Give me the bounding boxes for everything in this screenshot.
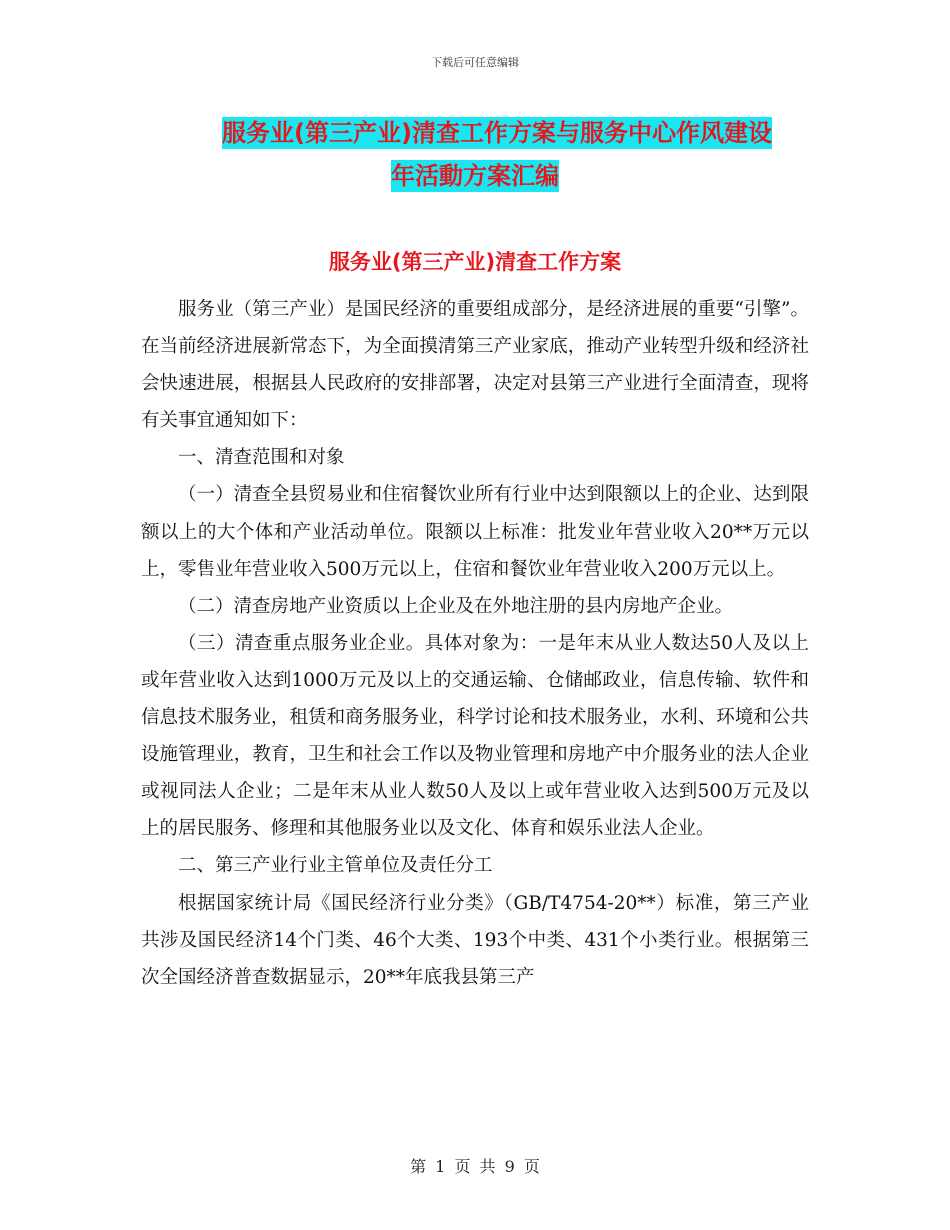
header-note: 下载后可任意编辑 — [431, 56, 519, 69]
scope-item-2: （二）清查房地产业资质以上企业及在外地注册的县内房地产企业。 — [178, 595, 734, 617]
responsibility-paragraph: 根据国家统计局《国民经济行业分类》（GB/T4754-20**）标准，第三产业共涉及国民经济14个门类、46个大类、193个中类、431个小类行业。根据第三次全国经济普查数据显示，20**年底我县第三产 — [141, 892, 809, 988]
scope-item-1: （一）清查全县贸易业和住宿餐饮业所有行业中达到限额以上的企业、达到限额以上的大个体和产业活动单位。限额以上标准：批发业年营业收入20**万元以上，零售业年营业收入500万元以上，住宿和餐饮业年营业收入200万元以上。 — [141, 484, 809, 580]
page-number-footer: 第 1 页 共 9 页 — [410, 1157, 540, 1176]
intro-paragraph: 服务业（第三产业）是国民经济的重要组成部分，是经济进展的重要“引擎”。在当前经济进展新常态下，为全面摸清第三产业家底，推动产业转型升级和经济社会快速进展，根据县人民政府的安排部署，决定对县第三产业进行全面清查，现将有关事宜通知如下： — [141, 299, 809, 432]
heading-responsibility: 二、第三产业行业主管单位及责任分工 — [178, 855, 493, 877]
title-line-1-text: 服务业(第三产业)清查工作方案与服务中心作风建设 — [222, 119, 772, 147]
scope-item-3: （三）清查重点服务业企业。具体对象为：一是年末从业人数达50人及以上或年营业收入达到1000万元及以上的交通运输、仓储邮政业，信息传输、软件和信息技术服务业，租赁和商务服务业，科学讨论和技术服务业，水利、环境和公共设施管理业，教育，卫生和社会工作以及物业管理和房地产中介服务业的法人企业或视同法人企业；二是年末从业人数50人及以上或年营业收入达到500万元及以上的居民服务、修理和其他服务业以及文化、体育和娱乐业法人企业。 — [141, 632, 809, 840]
section-title: 服务业(第三产业)清查工作方案 — [328, 250, 622, 274]
document-body — [141, 291, 809, 996]
document-title — [0, 112, 950, 198]
title-line-2-text: 年活動方案汇编 — [391, 162, 559, 190]
title-line-1 — [0, 112, 950, 155]
title-line-2 — [0, 155, 950, 198]
heading-scope: 一、清查范围和对象 — [178, 447, 345, 469]
